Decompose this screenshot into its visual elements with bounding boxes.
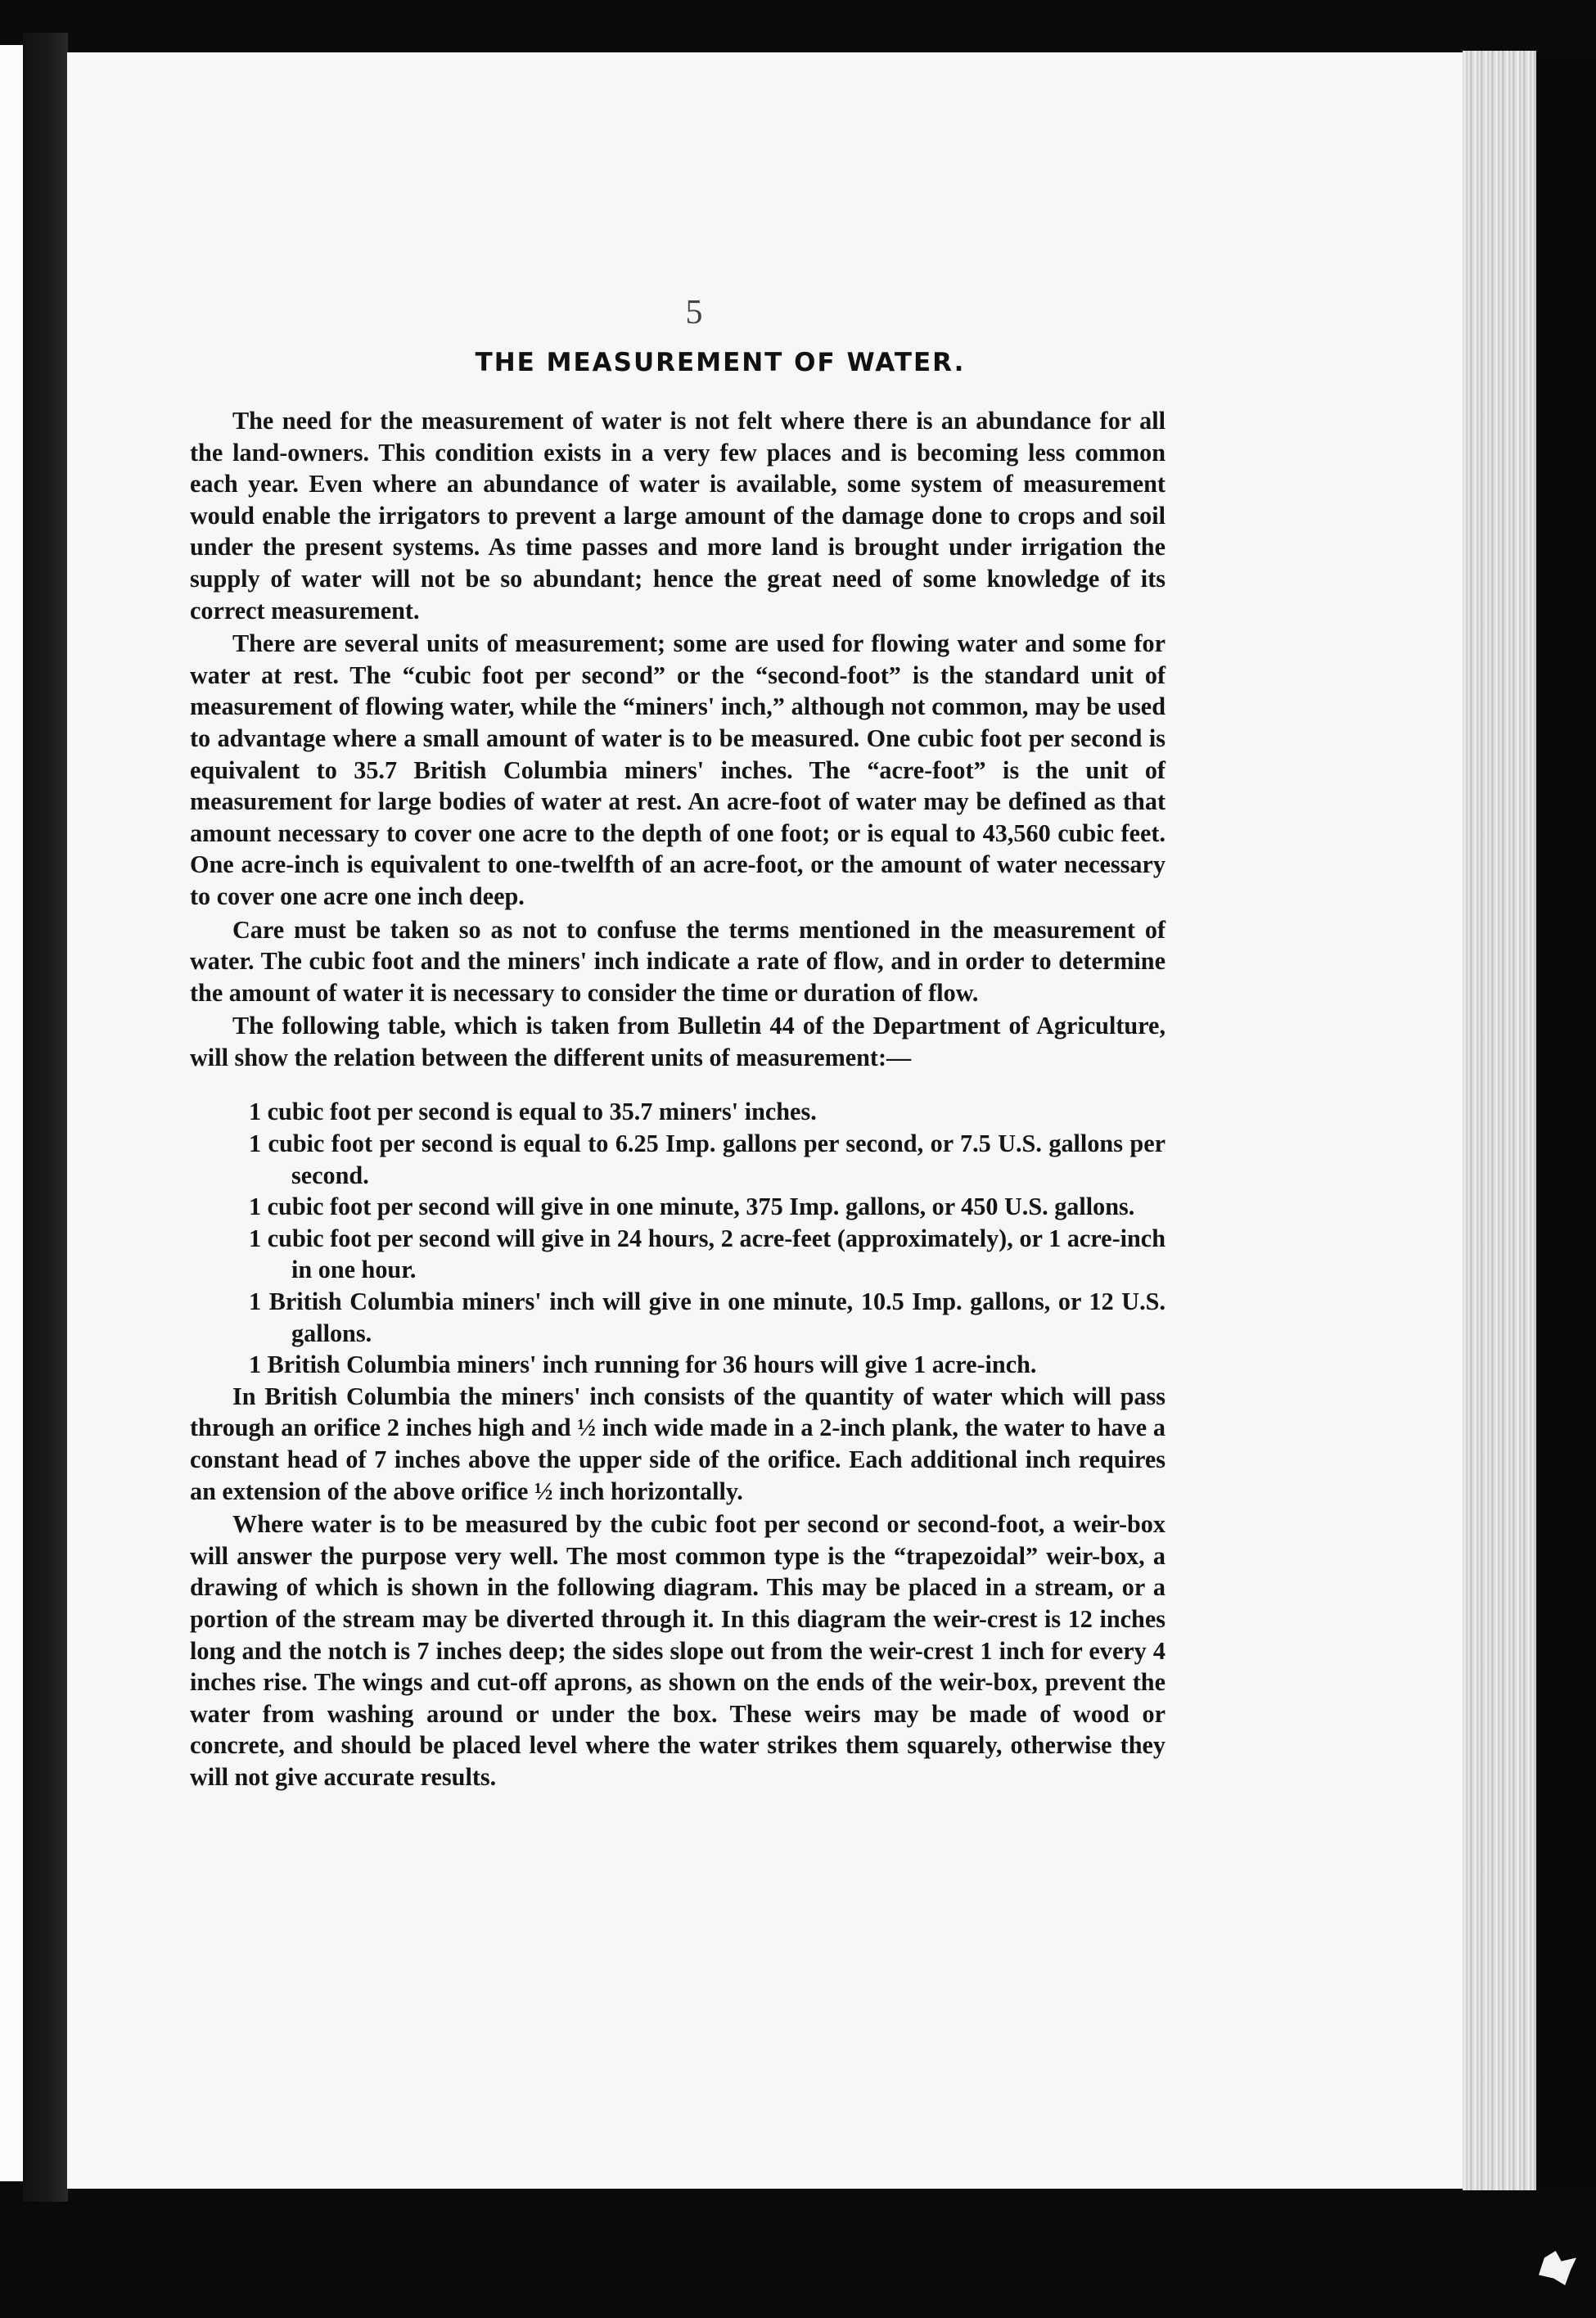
page-number: 5	[685, 294, 703, 331]
right-background	[1536, 57, 1596, 2185]
paragraph-care: Care must be taken so as not to confuse the terms mentioned in the measurement of water. The cubic foot and the miners' inch indicate a rate of flow, and in order to determine the amount of water it is necessary to consider the time or duration of flow.	[190, 915, 1165, 1007]
equivalent-item: 1 British Columbia miners' inch running for 36 hours will give 1 acre-inch.	[249, 1351, 1037, 1379]
book-gutter-shadow	[23, 33, 68, 2202]
page-body	[190, 405, 1165, 1793]
equivalent-item: 1 cubic foot per second is equal to 6.25 Imp. gallons per second, or 7.5 U.S. gallons per second.	[249, 1130, 1165, 1189]
previous-page-edge	[0, 45, 23, 2181]
scan-corner-mark	[1539, 2251, 1576, 2285]
paragraph-weir-box: Where water is to be measured by the cubic foot per second or second-foot, a weir-box will answer the purpose very well. The most common type is the “trapezoidal” weir-box, a drawing of which is shown in the following diagram. This may be placed in a stream, or a portion of the stream may be diverted through it. In this diagram the weir-crest is 12 inches long and the notch is 7 inches deep; the sides slope out from the weir-crest 1 inch for every 4 inches rise. The wings and cut-off aprons, as shown on the ends of the weir-box, prevent the water from washing around or under the box. These weirs may be made of wood or concrete, and should be placed level where the water strikes them squarely, otherwise they will not give accurate results.	[190, 1510, 1165, 1791]
equivalent-item: 1 cubic foot per second will give in 24 hours, 2 acre-feet (approximately), or 1 acre-inch in one hour.	[249, 1224, 1165, 1284]
equivalent-item: 1 cubic foot per second is equal to 35.7 miners' inches.	[249, 1098, 817, 1126]
paragraph-need: The need for the measurement of water is not felt where there is an abundance for all the land-owners. This condition exists in a very few places and is becoming less common each year. Even where an abundance of water is available, some system of measurement would enable the irrigators to prevent a large amount of the damage done to crops and soil under the present systems. As time passes and more land is brought under irrigation the supply of water will not be so abundant; hence the great need of some knowledge of its correct measurement.	[190, 407, 1165, 625]
equivalent-item: 1 British Columbia miners' inch will give in one minute, 10.5 Imp. gallons, or 12 U.S. gallons.	[249, 1288, 1165, 1347]
paragraph-units: There are several units of measurement; some are used for flowing water and some for water at rest. The “cubic foot per second” or the “second-foot” is the standard unit of measurement of flowing water, while the “miners' inch,” although not common, may be used to advantage where a small amount of water is to be measured. One cubic foot per second is equivalent to 35.7 British Columbia miners' inches. The “acre-foot” is the unit of measurement for large bodies of water at rest. An acre-foot of water may be defined as that amount necessary to cover one acre to the depth of one foot; or is equal to 43,560 cubic feet. One acre-inch is equivalent to one-twelfth of an acre-foot, or the amount of water necessary to cover one acre one inch deep.	[190, 629, 1165, 910]
equivalent-item: 1 cubic foot per second will give in one minute, 375 Imp. gallons, or 450 U.S. gallons.	[249, 1193, 1135, 1221]
paragraph-miners-inch: In British Columbia the miners' inch consists of the quantity of water which will pass through an orifice 2 inches high and ½ inch wide made in a 2-inch plank, the water to have a constant head of 7 inches above the upper side of the orifice. Each additional inch requires an extension of the above orifice ½ inch horizontally.	[190, 1382, 1165, 1505]
page-stack-edges	[1463, 51, 1536, 2190]
page-title: THE MEASUREMENT OF WATER.	[475, 348, 966, 377]
paragraph-table-intro: The following table, which is taken from Bulletin 44 of the Department of Agriculture, will show the relation between the different units of measurement:—	[190, 1012, 1165, 1071]
